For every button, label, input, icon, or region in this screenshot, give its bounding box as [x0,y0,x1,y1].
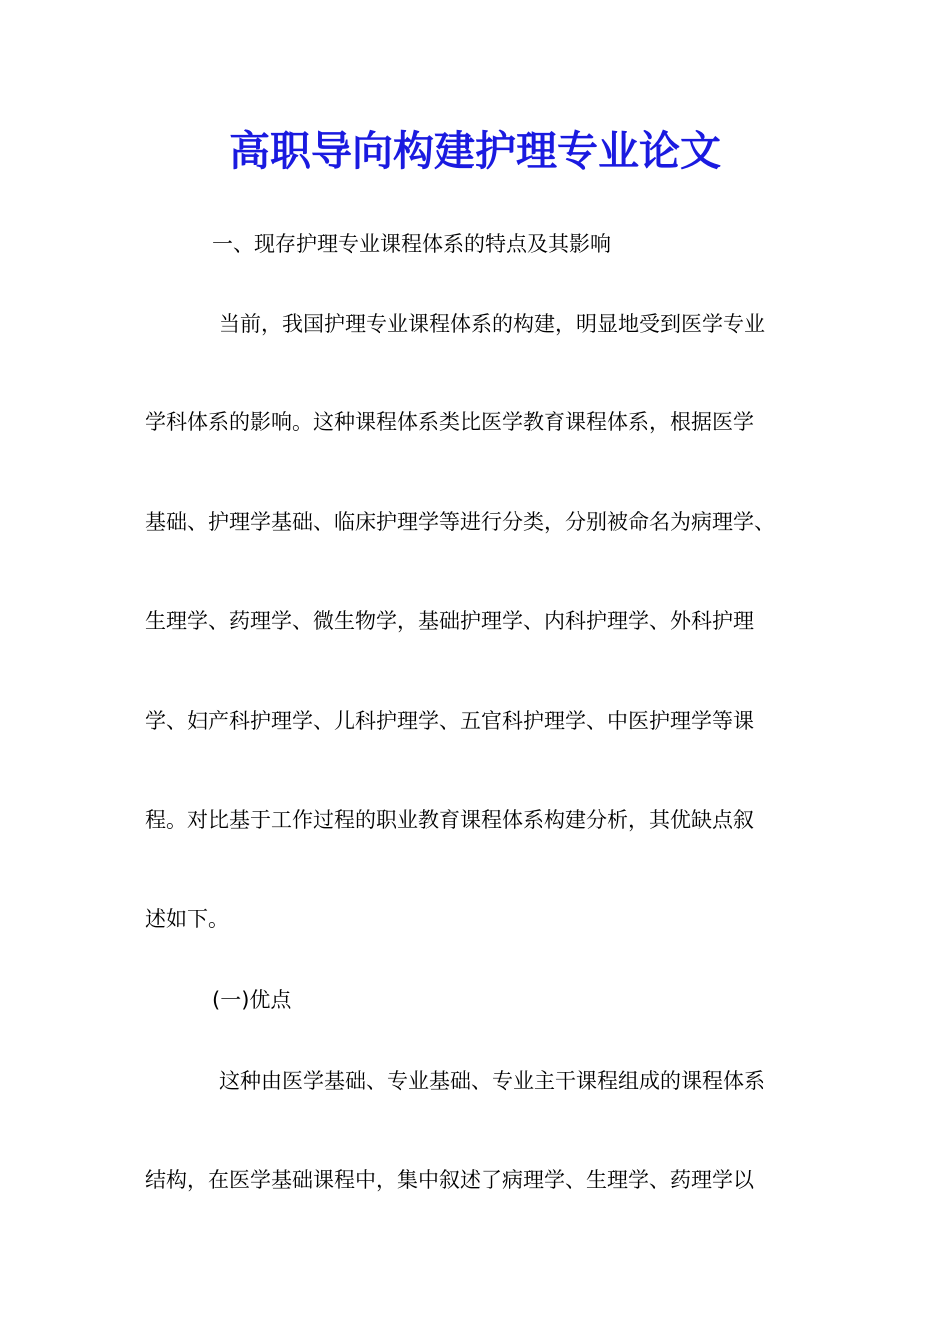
section-heading: 一、现存护理专业课程体系的特点及其影响 [212,232,611,256]
subsection-heading: (一)优点 [212,988,292,1012]
paragraph-line: 程。对比基于工作过程的职业教育课程体系构建分析，其优缺点叙 [145,808,754,832]
paragraph-line: 结构，在医学基础课程中，集中叙述了病理学、生理学、药理学以 [145,1168,754,1192]
paragraph-line: 基础、护理学基础、临床护理学等进行分类，分别被命名为病理学、 [145,510,775,534]
paragraph-line: 学、妇产科护理学、儿科护理学、五官科护理学、中医护理学等课 [145,709,754,733]
document-title: 高职导向构建护理专业论文 [229,127,721,175]
paragraph-line: 述如下。 [145,907,229,931]
paragraph-line: 学科体系的影响。这种课程体系类比医学教育课程体系，根据医学 [145,410,754,434]
paragraph-line: 当前，我国护理专业课程体系的构建，明显地受到医学专业 [219,312,765,336]
paragraph-line: 生理学、药理学、微生物学，基础护理学、内科护理学、外科护理 [145,609,754,633]
paragraph-line: 这种由医学基础、专业基础、专业主干课程组成的课程体系 [219,1069,765,1093]
